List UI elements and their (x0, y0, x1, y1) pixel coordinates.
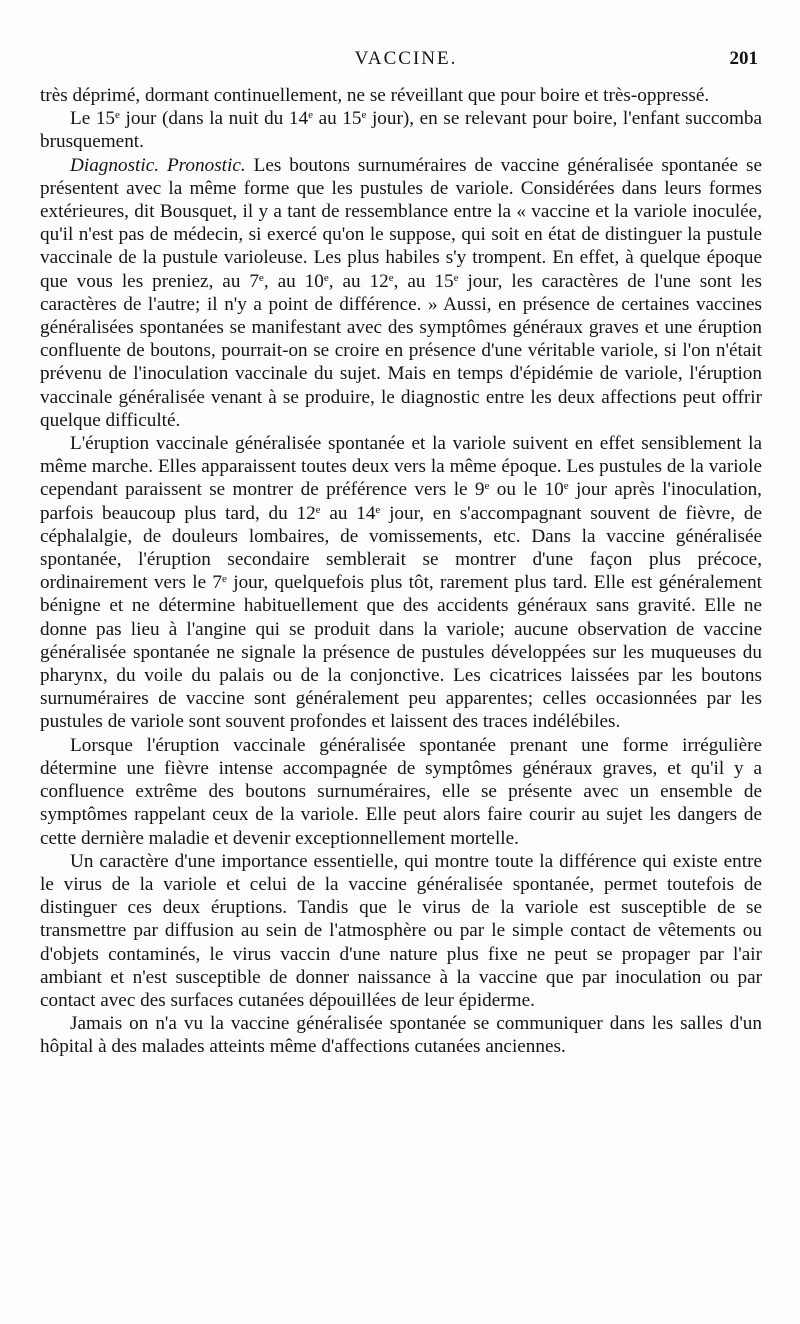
section-label-diagnostic: Diagnostic. (70, 154, 160, 176)
superscript: e (453, 271, 459, 284)
superscript: e (563, 480, 569, 493)
text-run: au 15 (312, 108, 362, 130)
text-run: jour, en s'accompagnant souvent de fièvre, de céphalalgie, de douleurs lombaires, de vomissements, etc. Dans la vaccine généralisée spontanée, l'éruption secondaire semblerait se montrer d'une façon plus précoce, ordinairement vers le 7 (40, 502, 762, 594)
superscript: e (222, 573, 227, 586)
text-run: L'éruption vaccinale généralisée spontanée et la variole suivent en effet sensiblement la même marche. Elles apparaissent toutes deux vers la même époque. Les pustules de la variole cependant paraissent se montrer de préférence vers le 9 (40, 433, 762, 501)
text-run: jour, les caractères de l'une sont les caractères de l'autre; il n'y a point de différence. » Aussi, en présence de certaines vaccines généralisées spontanées se manifestant avec des symptômes généraux graves et une éruption confluente de boutons, pourrait-on se croire en présence d'une véritable variole, si l'on n'était prévenu de l'inoculation vaccinale du sujet. Mais en temps d'épidémie de variole, l'éruption vaccinale généralisée venant à se produire, le diagnostic entre les deux affections peut offrir quelque difficulté. (40, 270, 762, 431)
text-run: jour après l'inoculation, parfois beaucoup plus tard, du 12 (40, 479, 762, 524)
superscript: e (388, 271, 394, 284)
text-run: Un caractère d'une importance essentielle, qui montre toute la différence qui existe entre le virus de la variole et celui de la vaccine généralisée spontanée, permet toutefois de distinguer ces deux éruptions. Tandis que le virus de la variole est susceptible de se transmettre par diffusion au sein de l'atmosphère ou par le simple contact de vêtements ou d'objets contaminés, le virus vaccin d'une nature plus fixe ne peut se propager par l'air ambiant et n'est susceptible de donner naissance à la vaccine que par inoculation ou par contact avec des surfaces cutanées dépouillées de leur épiderme. (40, 850, 762, 1011)
superscript: e (258, 271, 264, 284)
superscript: e (315, 503, 321, 516)
running-head (40, 48, 772, 74)
superscript: e (115, 109, 120, 122)
text-body (40, 84, 762, 1059)
text-run: , au 10 (263, 270, 324, 292)
superscript: e (375, 503, 381, 516)
paragraph-transmission (40, 850, 762, 1012)
superscript: e (308, 109, 313, 122)
paragraph-continued (40, 84, 762, 107)
text-run: ou le 10 (489, 479, 564, 501)
paragraph-hospital (40, 1012, 762, 1058)
text-run: Les boutons surnuméraires de vaccine généralisée spontanée se présentent avec la même forme que les pustules de variole. Considérées dans leurs formes extérieures, dit Bousquet, il y a tant de ressemblance entre la « vaccine et la variole inoculée, qu'il n'est pas de médecin, si exercé qu'on le suppose, qui soit en état de distinguer la pustule vaccinale de la pustule varioleuse. Les plus habiles s'y trompent. En effet, à quelque époque que vous les preniez, au 7 (40, 154, 762, 292)
text-run: au 14 (320, 502, 376, 524)
text-run: Lorsque l'éruption vaccinale généralisée spontanée prenant une forme irrégulière détermine une fièvre intense accompagnée de symptômes généraux graves, et qu'il y a confluence extrême des boutons surnuméraires, elle se présente avec un ensemble de symptômes rappelant ceux de la variole. Elle peut alors faire courir au sujet les dangers de cette dernière maladie et devenir exceptionnellement mortelle. (40, 734, 762, 849)
text-run: jour), en se relevant pour boire, l'enfant succomba brusquement. (40, 108, 762, 153)
text-run: Jamais on n'a vu la vaccine généralisée spontanée se communiquer dans les salles d'un hôpital à des malades atteints même d'affections cutanées anciennes. (40, 1013, 762, 1058)
section-label-pronostic: Pronostic. (166, 154, 246, 176)
running-title: VACCINE. (354, 48, 458, 69)
text-run: jour (dans la nuit du 14 (119, 108, 309, 130)
superscript: e (361, 109, 367, 122)
paragraph-irregular-form (40, 734, 762, 850)
page-number: 201 (729, 48, 758, 69)
paragraph-death (40, 107, 762, 153)
text-run: , au 15 (393, 270, 454, 292)
superscript: e (323, 271, 329, 284)
paragraph-diagnostic (40, 154, 762, 432)
text-run: très déprimé, dormant continuellement, ne se réveillant que pour boire et très-oppressé. (40, 85, 710, 106)
text-run: Le 15 (70, 108, 116, 130)
paragraph-eruption (40, 432, 762, 734)
text-run: , au 12 (328, 270, 389, 292)
text-run: jour, quelquefois plus tôt, rarement plus tard. Elle est généralement bénigne et ne détermine habituellement que des accidents généraux sans gravité. Elle ne donne pas lieu à l'angine qui se produit dans la variole; aucune observation de vaccine généralisée spontanée ne signale la présence de pustules développées sur les muqueuses du pharynx, du voile du palais ou de la conjonctive. Les cicatrices laissées par les boutons surnuméraires de vaccine sont généralement peu apparentes; celles occasionnées par les pustules de variole sont souvent profondes et laissent des traces indélébiles. (40, 572, 762, 733)
superscript: e (484, 480, 490, 493)
